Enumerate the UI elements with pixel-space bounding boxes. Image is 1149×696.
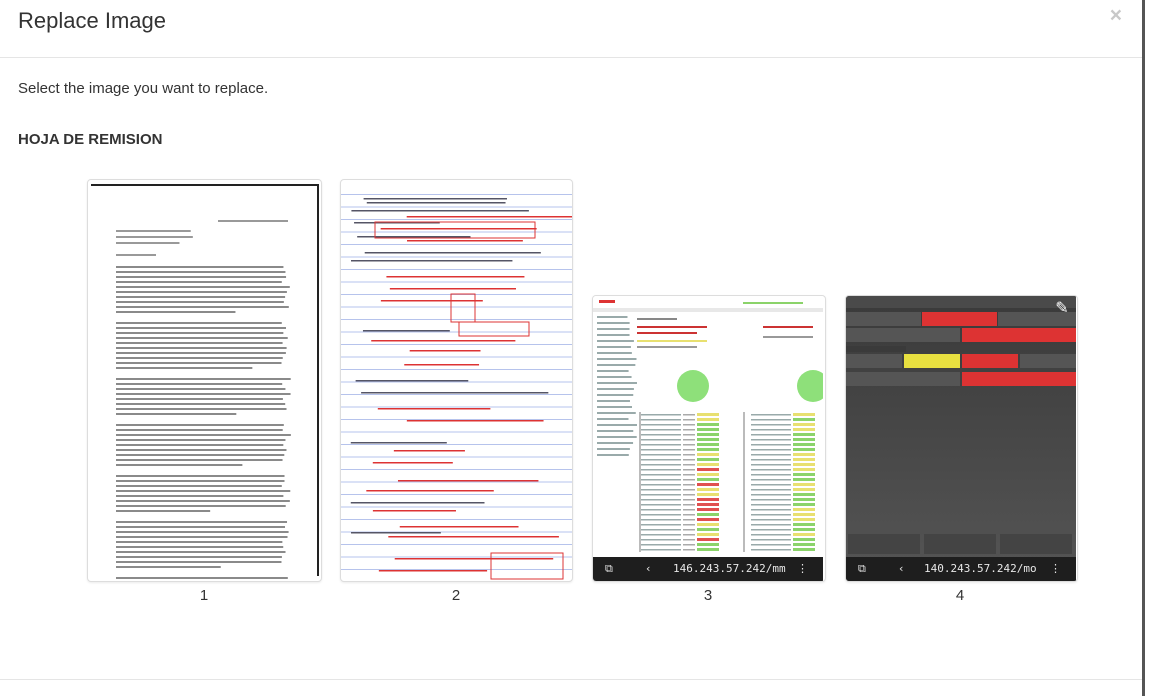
edit-pencil-icon[interactable]: ✎ [1055,300,1069,317]
page-thumbnail-4[interactable] [845,295,1078,582]
url-text: 146.243.57.242/mm [673,562,786,575]
tabs-icon: ⧉ [605,562,613,575]
page-number-2: 2 [451,587,461,604]
dialog-footer-divider [0,679,1142,680]
browser-bar [593,557,823,581]
page-thumbnail-2[interactable] [340,179,573,582]
page-thumbnail-1[interactable] [87,179,322,582]
page-number-3: 3 [703,587,713,604]
back-icon: ‹ [645,562,652,575]
menu-icon: ⋮ [797,562,808,575]
app-screenshot [846,296,1076,581]
letter-text-lines [88,180,321,581]
back-icon: ‹ [898,562,905,575]
menu-icon: ⋮ [1050,562,1061,575]
handwritten-notes-page [341,180,572,581]
window-edge [1142,0,1149,696]
dashboard-screenshot [593,296,823,581]
dialog-header [0,0,1142,58]
close-icon[interactable]: × [1109,4,1122,27]
browser-bar [846,557,1076,581]
tabs-icon: ⧉ [858,562,866,575]
page-number-1: 1 [199,587,209,604]
dialog-title: Replace Image [18,8,166,33]
document-name: HOJA DE REMISION [18,131,163,148]
page-thumbnail-3[interactable] [592,295,826,582]
page-number-4: 4 [955,587,965,604]
url-text: 140.243.57.242/mo [924,562,1037,575]
instruction-text: Select the image you want to replace. [18,80,269,97]
